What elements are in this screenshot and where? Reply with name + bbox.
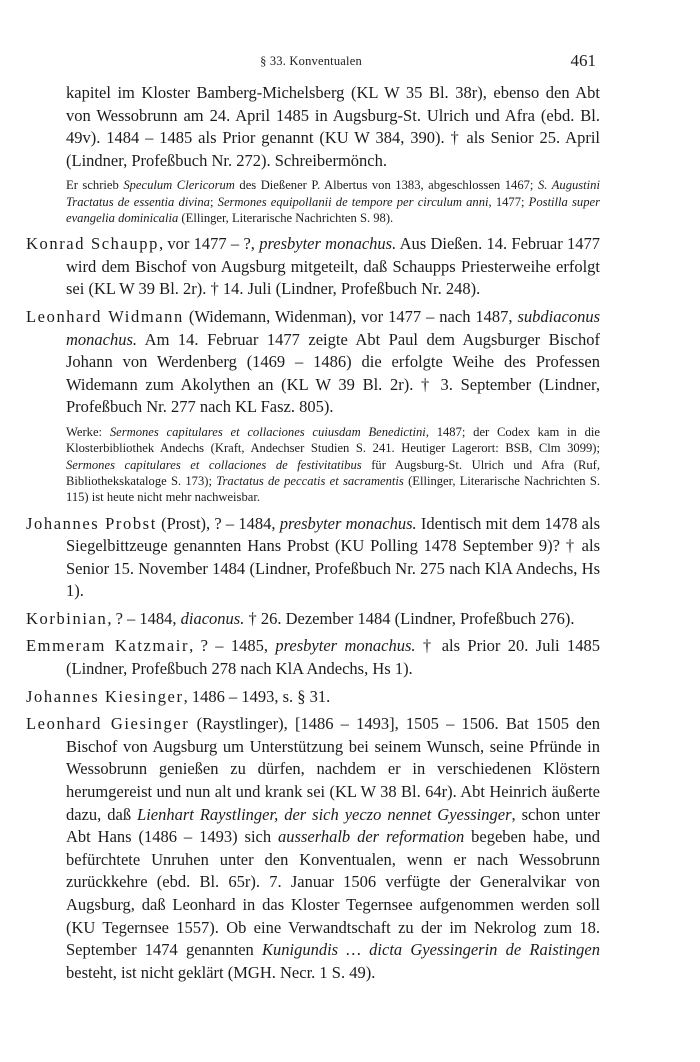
entry-text: , vor 1477 – ?, [158, 234, 260, 254]
entry-text: Identisch mit dem 1478 als Siegelbittzeuge genannten Hans Probst (KU Polling 1478 September 9)? † als Senior 15. November 1484 (Lindner, Profeßbuch Nr. 275 nach KlA Andechs, Hs 1). [66, 513, 600, 601]
entry-korbinian [26, 608, 600, 631]
entry-text: , 1486 – 1493, s. § 31. [183, 686, 331, 706]
entry-text: Am 14. Februar 1477 zeigte Abt Paul dem Augsburger Bischof Johann von Werdenberg (1469 – 1486) die erfolgte Weihe des Professen Widemann zum Akolythen an (KL W 39 Bl. 2r). † 3. September (Lindner, Profeßbuch Nr. 277 nach KL Fasz. 805). [66, 329, 600, 417]
entry-rank: presbyter monachus. [259, 234, 397, 254]
running-title: § 33. Konventualen [260, 54, 362, 68]
entry-note [66, 424, 600, 505]
entry-text: , ? – 1485, [189, 636, 276, 656]
note-text: ; [209, 194, 218, 209]
entry-continuation [26, 82, 600, 172]
entry-quote: Kunigundis … dicta Gyessingerin de Raistingen [261, 940, 600, 960]
note-work-title: Sermones capitulares et collaciones de festivitatibus [66, 457, 362, 472]
entry-text: (Raystlinger), [1486 – 1493], 1505 – 1506. Bat 1505 den Bischof von Augsburg um Unterstützung bei seinem Wunsch, seine Pfründe in Wessobrunn genießen zu dürfen, nachdem er in verschiedenen Klöstern herumgereist und nun alt und krank sei (KL W 38 Bl. 64r). Abt Heinrich äußerte dazu, daß [66, 714, 600, 824]
note-text: Werke: [66, 425, 110, 440]
note-text: für Augsburg-St. Ulrich und Afra (Ruf, Bibliothekskataloge S. 173); [66, 457, 600, 488]
note-work-title: Postilla super evangelia dominicalia [66, 194, 600, 225]
entry-text: (Widemann, Widenman), vor 1477 – nach 1487, [183, 307, 518, 327]
person-name: Korbinian [26, 608, 108, 628]
page-number: 461 [570, 51, 596, 70]
person-name: Leonhard Widmann [26, 307, 184, 327]
note-work-title: Tractatus de peccatis et sacramentis [216, 473, 404, 488]
entry-johannes-kiesinger [26, 686, 600, 709]
note-work-title: Sermones capitulares et collaciones cuiusdam Benedictini [109, 425, 426, 440]
note-text: (Ellinger, Literarische Nachrichten S. 115) ist heute nicht mehr nachweisbar. [66, 473, 600, 505]
note-work-title: S. Augustini Tractatus de essentia divina [66, 178, 600, 209]
entry-text: , ? – 1484, [107, 608, 181, 628]
person-name: Johannes Probst [26, 513, 157, 533]
entry-text: Aus Dießen. 14. Februar 1477 wird dem Bischof von Augsburg mitgeteilt, daß Schaupps Priesterweihe erfolgt sei (KL W 39 Bl. 2r). † 14. Juli (Lindner, Profeßbuch Nr. 248). [66, 234, 600, 299]
person-name: Konrad Schaupp [26, 234, 159, 254]
entry-konrad-schaupp [26, 233, 600, 301]
note-text: des Dießener P. Albertus von 1383, abgeschlossen 1467; [234, 178, 538, 193]
entry-text: besteht, ist nicht geklärt (MGH. Necr. 1 S. 49). [66, 962, 376, 982]
entry-rank: presbyter monachus. [279, 513, 417, 533]
entry-text: † als Prior 20. Juli 1485 (Lindner, Profeßbuch 278 nach KlA Andechs, Hs 1). [66, 636, 600, 679]
person-name: Emmeram Katzmair [26, 636, 190, 656]
entry-rank: presbyter monachus. [275, 636, 416, 656]
body-text [26, 82, 600, 989]
entry-emmeram-katzmair [26, 635, 600, 680]
note-text: Er schrieb [66, 178, 124, 193]
note-text: (Ellinger, Literarische Nachrichten S. 98). [178, 210, 394, 225]
entry-text: begeben habe, und befürchtete Unruhen unter den Konventualen, wenn er nach Wessobrunn zurückkehre (ebd. Bl. 65r). 7. Januar 1506 verfügte der Generalvikar von Augsburg, daß Leonhard in das Kloster Tegernsee aufgenommen werden soll (KU Tegernsee 1557). Ob eine Verwandtschaft zu der im Nekrolog zum 18. September 1474 genannten [66, 827, 601, 960]
entry-note [66, 177, 600, 226]
note-work-title: Speculum Clericorum [123, 178, 235, 193]
entry-johannes-probst [26, 513, 600, 603]
entry-leonhard-widmann [26, 306, 600, 419]
entry-text: , schon unter Abt Hans (1486 – 1493) sich [66, 804, 600, 847]
entry-rank: diaconus. [180, 608, 245, 628]
entry-leonhard-giesinger [26, 713, 600, 984]
person-name: Johannes Kiesinger [26, 686, 184, 706]
note-work-title: Sermones equipollanii de tempore per circulum anni [217, 194, 489, 209]
entry-quote: ausserhalb der reformation [278, 827, 465, 847]
entry-rank: subdiaconus monachus. [66, 307, 600, 349]
person-name: Leonhard Giesinger [26, 714, 190, 734]
entry-text: (Prost), ? – 1484, [156, 513, 280, 533]
entry-text: † 26. Dezember 1484 (Lindner, Profeßbuch 276). [244, 608, 575, 628]
note-text: , 1487; der Codex kam in die Klosterbibliothek Andechs (Kraft, Andechser Studien S. 241. Heutiger Lagerort: BSB, Clm 3099); [66, 425, 600, 456]
running-head [26, 51, 596, 74]
entry-text: kapitel im Kloster Bamberg-Michelsberg (KL W 35 Bl. 38r), ebenso den Abt von Wessobrunn am 24. April 1485 in Augsburg-St. Ulrich und Afra (ebd. Bl. 49v). 1484 – 1485 als Prior genannt (KU W 384, 390). † als Senior 25. April (Lindner, Profeßbuch Nr. 272). Schreibermönch. [66, 83, 600, 170]
entry-quote: Lienhart Raystlinger, der sich yeczo nennet Gyessinger [137, 804, 512, 824]
note-text: , 1477; [488, 194, 529, 209]
